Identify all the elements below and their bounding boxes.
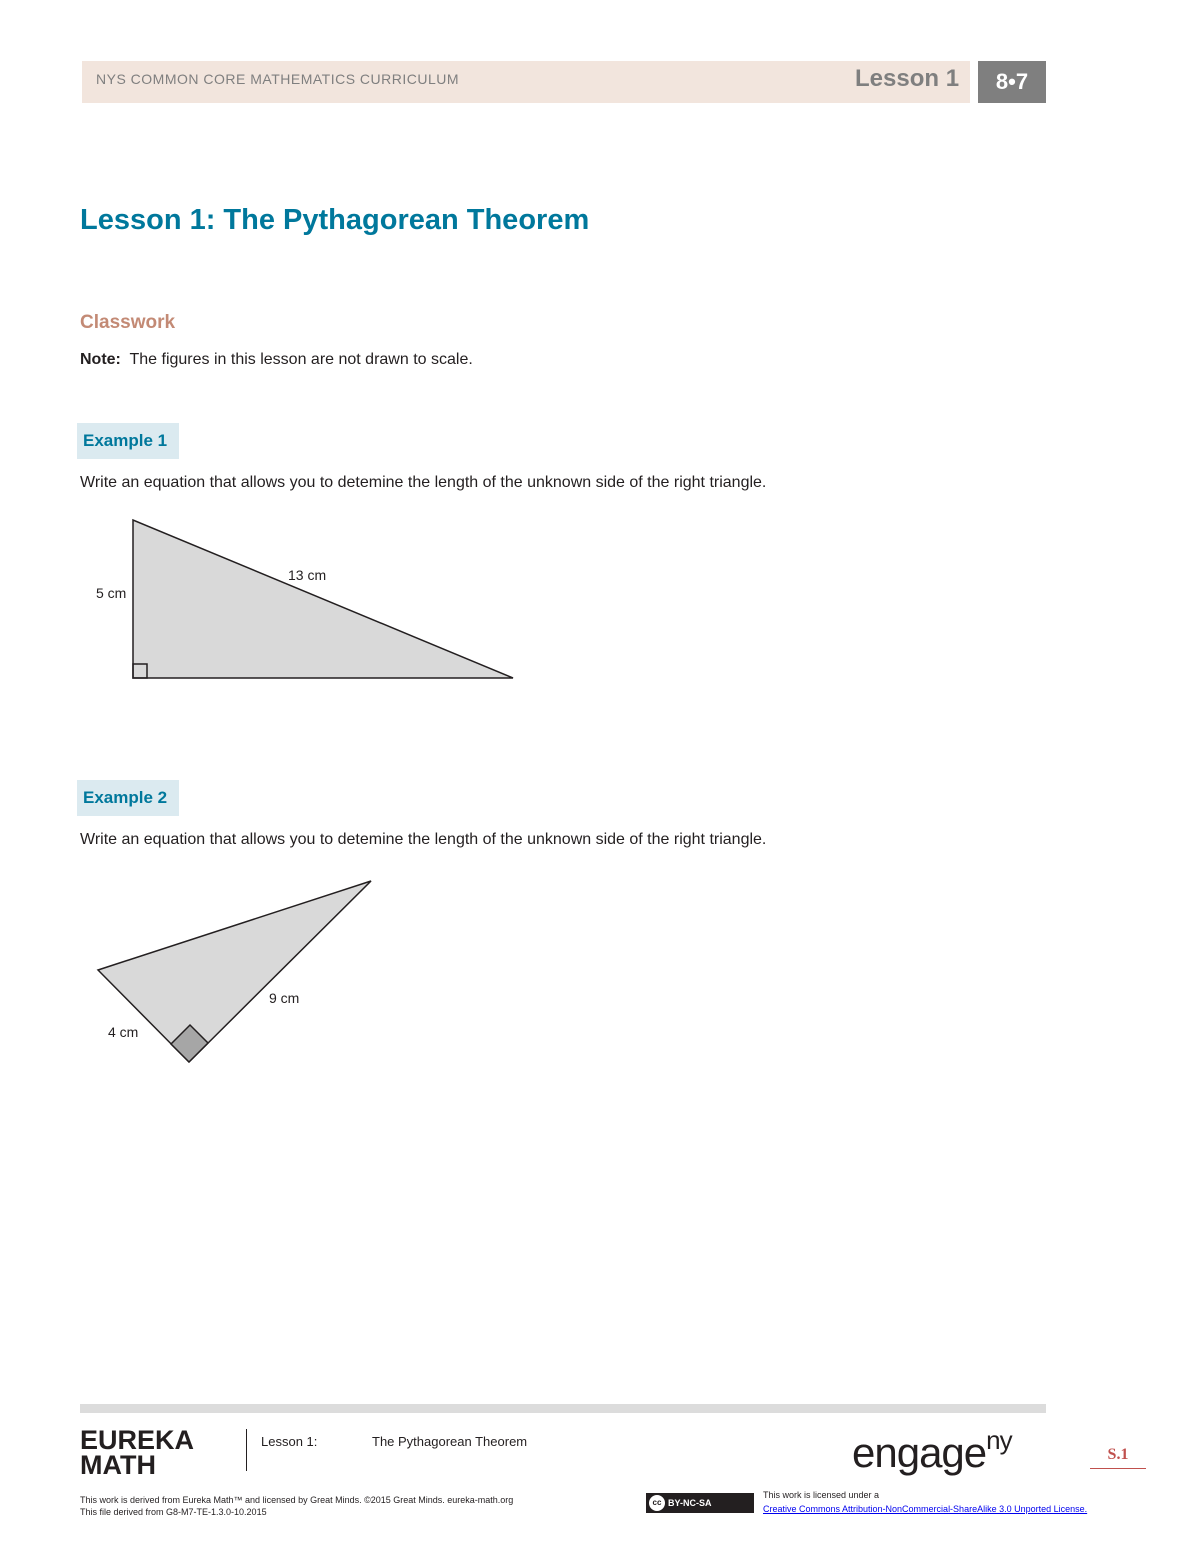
curriculum-label: NYS COMMON CORE MATHEMATICS CURRICULUM <box>96 71 460 87</box>
triangle-2-shape <box>98 881 371 1062</box>
footer-lesson-topic: The Pythagorean Theorem <box>372 1434 528 1449</box>
engage-text: engage <box>852 1429 987 1476</box>
cc-icon: cc <box>649 1495 665 1511</box>
footer-lesson-label: Lesson 1: <box>261 1434 318 1449</box>
footer-divider <box>246 1429 247 1471</box>
page-number: S.1 <box>1090 1446 1146 1469</box>
creative-commons-badge <box>646 1493 754 1513</box>
section-heading: Classwork <box>80 312 176 333</box>
header-lesson-label: Lesson 1 <box>855 65 960 92</box>
example-2-label: Example 2 <box>77 780 179 816</box>
example-2-prompt: Write an equation that allows you to detemine the length of the unknown side of the right triangle. <box>80 831 767 848</box>
side-label-13cm: 13 cm <box>288 567 327 583</box>
note-text: The figures in this lesson are not drawn to scale. <box>120 351 473 368</box>
cc-badge-text: BY-NC-SA <box>668 1498 712 1508</box>
file-notice: This file derived from G8-M7-TE-1.3.0-10.2015 <box>80 1507 267 1517</box>
derived-notice: This work is derived from Eureka Math™ and licensed by Great Minds. ©2015 Great Minds. eureka-math.org <box>80 1495 514 1505</box>
page-title: Lesson 1: The Pythagorean Theorem <box>80 204 590 236</box>
ny-text: ny <box>986 1425 1012 1455</box>
license-intro: This work is licensed under a <box>763 1490 880 1500</box>
logo-line-2: MATH <box>80 1450 156 1480</box>
example-1-prompt: Write an equation that allows you to detemine the length of the unknown side of the right triangle. <box>80 474 767 491</box>
triangle-1-shape <box>133 520 513 678</box>
note-label: Note: <box>80 351 121 368</box>
note-line <box>80 351 473 369</box>
example-1-label: Example 1 <box>77 423 179 459</box>
side-label-9cm: 9 cm <box>269 990 300 1006</box>
footer-rule <box>80 1404 1046 1413</box>
eureka-math-logo <box>80 1425 195 1480</box>
example-1-triangle <box>80 510 540 700</box>
license-link[interactable]: Creative Commons Attribution-NonCommercial-ShareAlike 3.0 Unported License. <box>763 1504 1088 1514</box>
side-label-4cm: 4 cm <box>108 1024 139 1040</box>
grade-module-badge: 8•7 <box>978 61 1046 103</box>
logo-line-1: EUREKA <box>80 1425 195 1455</box>
side-label-5cm: 5 cm <box>96 585 127 601</box>
example-2-triangle <box>80 870 400 1070</box>
engageny-logo <box>852 1425 1012 1477</box>
